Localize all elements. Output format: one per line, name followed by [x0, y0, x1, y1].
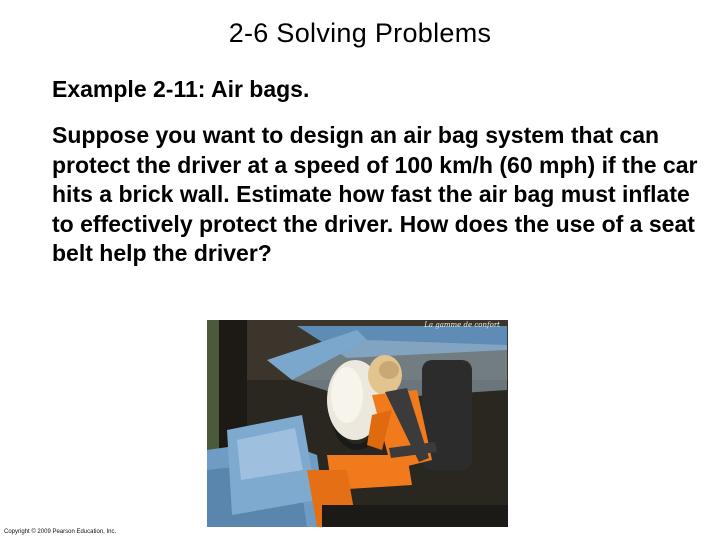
crash-test-photo: [207, 320, 508, 527]
photo-caption: La gamme de confort: [424, 321, 500, 329]
slide-title: 2-6 Solving Problems: [228, 18, 492, 48]
example-heading: Example 2-11: Air bags.: [52, 76, 310, 102]
crash-test-illustration: [207, 320, 508, 527]
copyright-notice: Copyright © 2009 Pearson Education, Inc.: [4, 529, 117, 535]
problem-statement: Suppose you want to design an air bag system that can protect the driver at a speed of 100 km/h (60 mph) if the car hits a brick wall. Estimate how fast the air bag must inflate to effectively protect the driver. How does the use of a seat belt help the driver?: [52, 122, 698, 266]
